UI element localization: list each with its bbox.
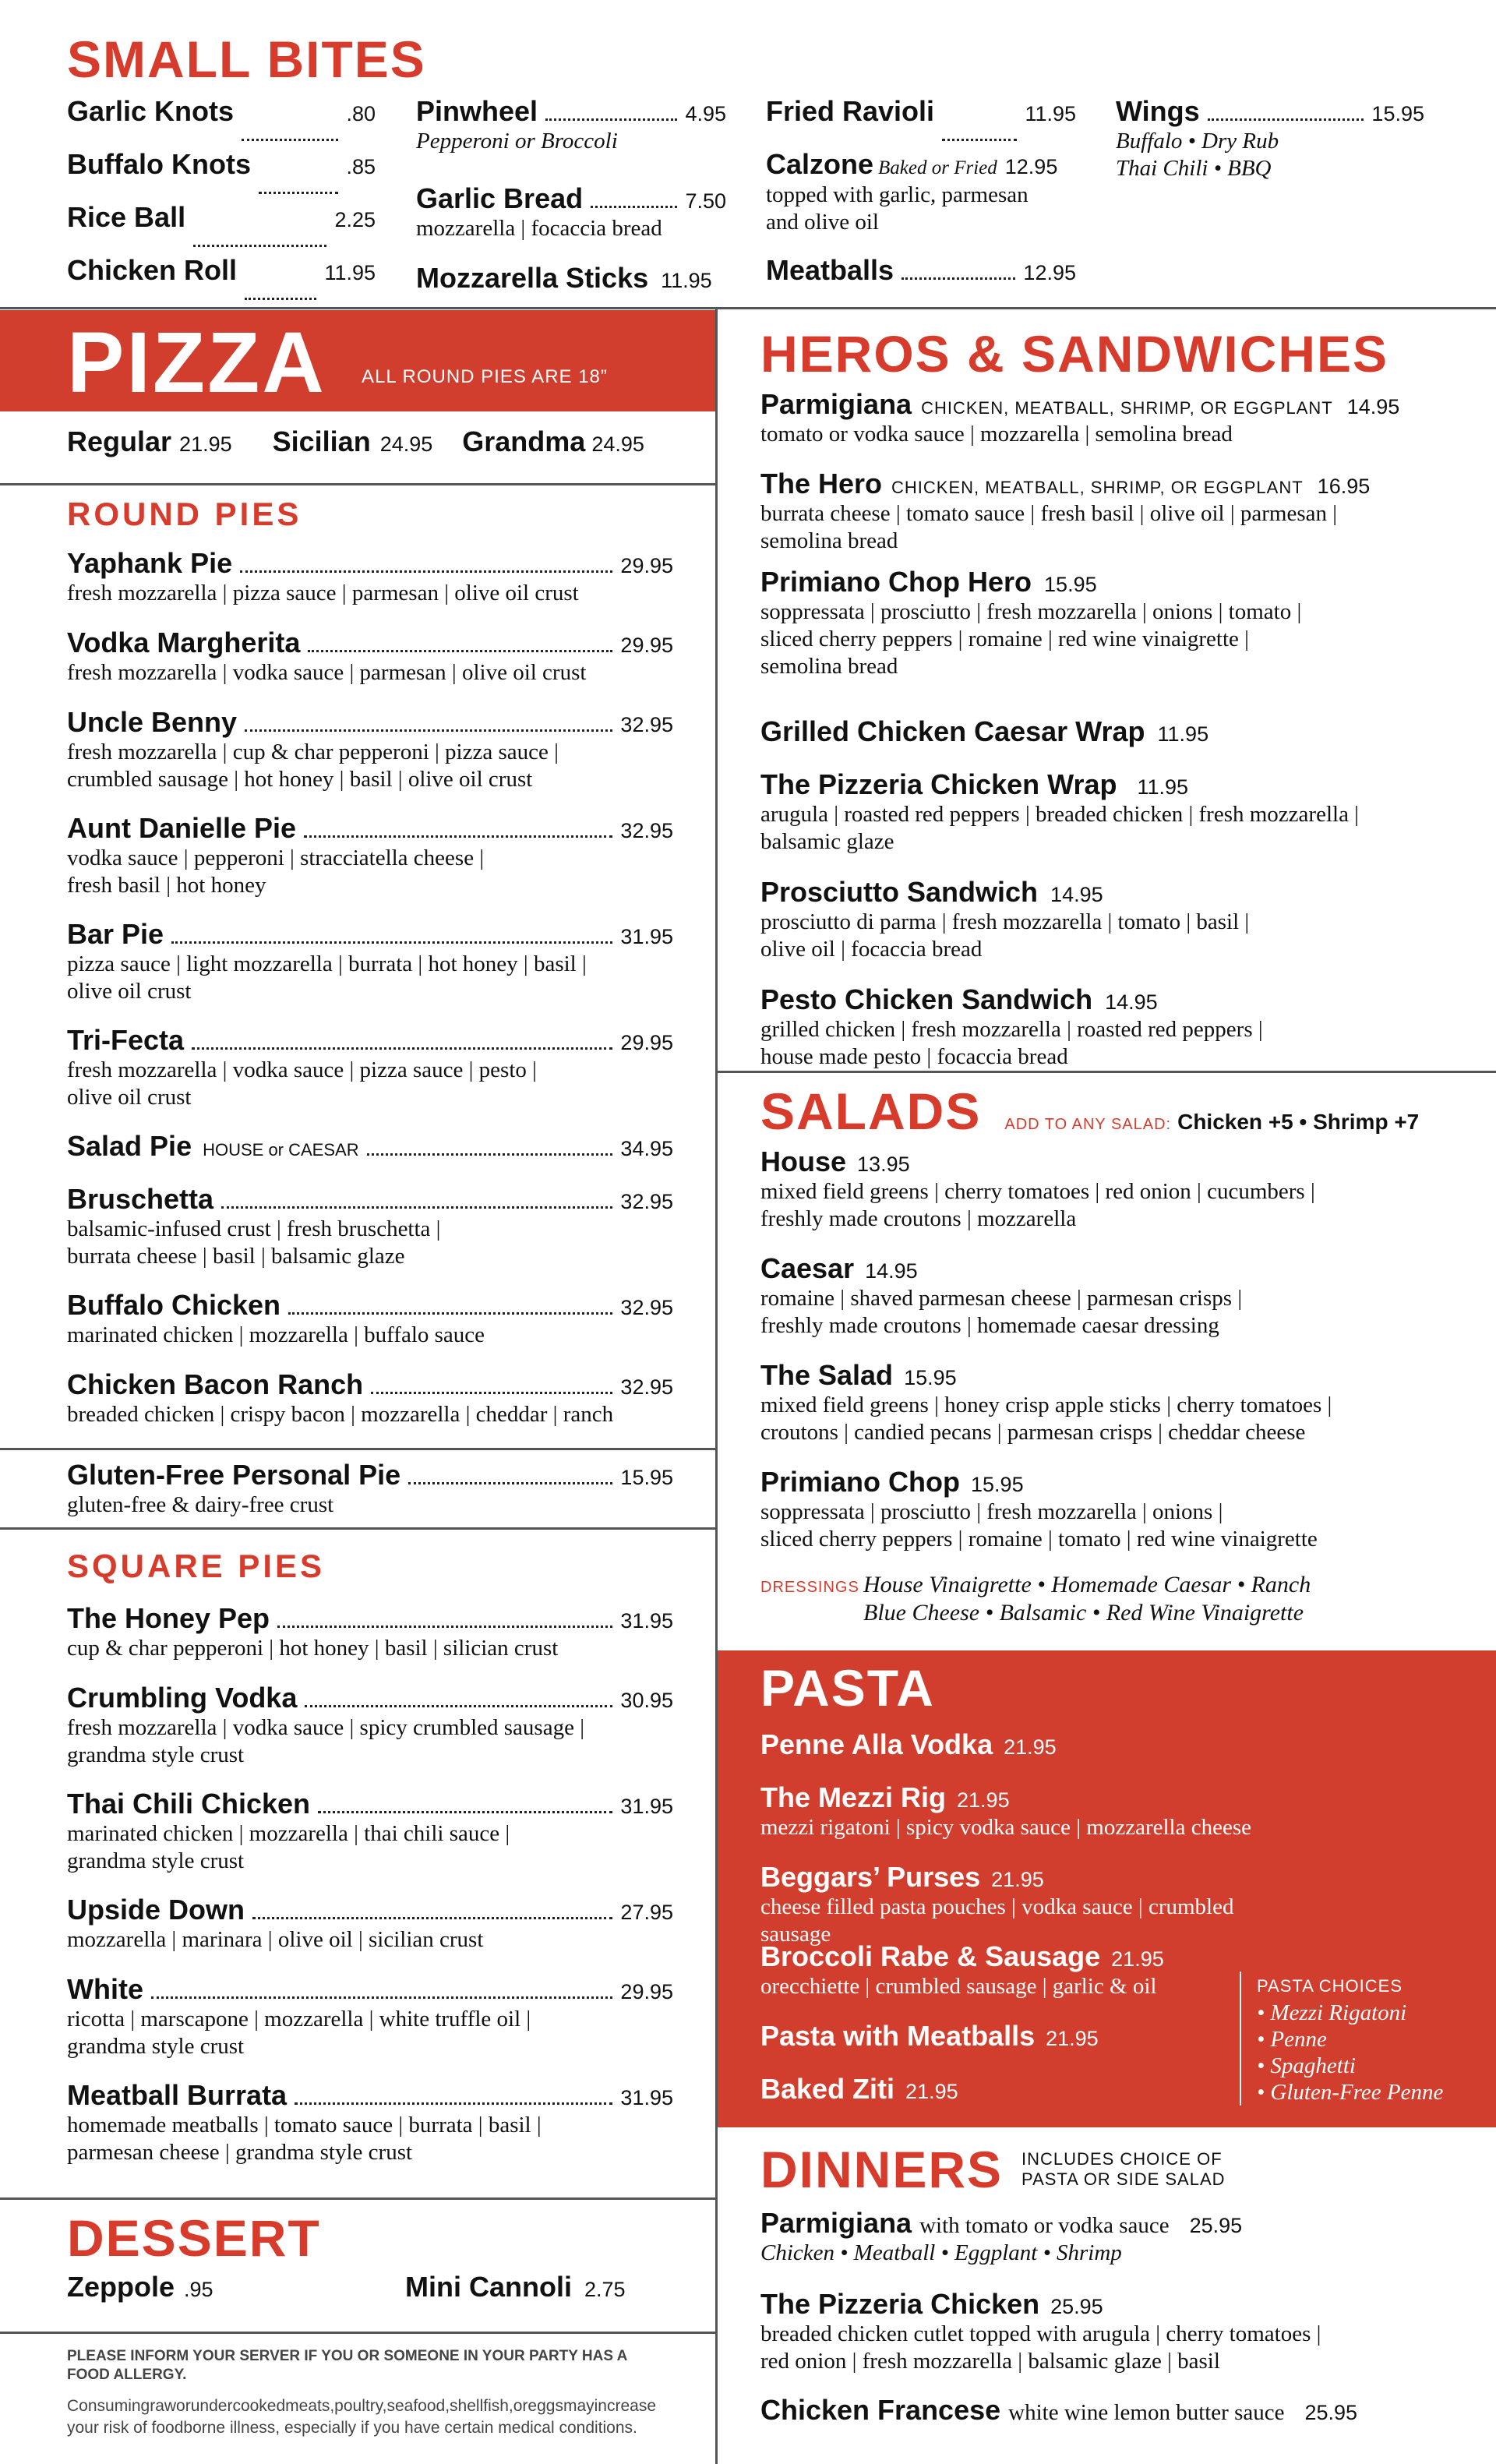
divider (0, 2332, 715, 2334)
divider (0, 2197, 715, 2200)
menu-item: Wings 15.95 (1116, 95, 1424, 127)
menu-item: House 13.95 mixed field greens | cherry tomatoes | red onion | cucumbers | freshly made croutons | mozzarella (760, 1146, 1315, 1231)
menu-item: Primiano Chop 15.95 soppressata | prosciutto | fresh mozzarella | onions | sliced cherry peppers | romaine | tomato | red wine vinaigrette (760, 1466, 1318, 1551)
pizza-style: Sicilian 24.95 (272, 425, 433, 457)
divider (0, 483, 715, 485)
pasta-choice: • Gluten-Free Penne (1257, 2080, 1444, 2105)
menu-item: Bruschetta 32.95 balsamic-infused crust | fresh bruschetta | burrata cheese | basil | balsamic glaze (67, 1183, 673, 1269)
menu-item: Meatballs 12.95 (766, 254, 1076, 286)
pasta-choices-divider (1240, 1972, 1241, 2106)
item-description: and olive oil (766, 210, 879, 235)
wings-options: Thai Chili • BBQ (1116, 156, 1272, 181)
menu-item: Penne Alla Vodka 21.95 (760, 1728, 1057, 1760)
menu-item: Parmigiana with tomato or vodka sauce 25.95 Chicken • Meatball • Eggplant • Shrimp (760, 2207, 1243, 2265)
menu-item: Pesto Chicken Sandwich 14.95 grilled chicken | fresh mozzarella | roasted red peppers | house made pesto | focaccia bread (760, 983, 1263, 1069)
divider (718, 1071, 1496, 1073)
menu-item: Upside Down 27.95 mozzarella | marinara | olive oil | sicilian crust (67, 1894, 673, 1952)
dressings-list: House Vinaigrette • Homemade Caesar • Ranch (863, 1572, 1311, 1597)
menu-item: Aunt Danielle Pie 32.95 vodka sauce | pepperoni | stracciatella cheese | fresh basil | hot honey (67, 812, 673, 898)
menu-item: Crumbling Vodka 30.95 fresh mozzarella | vodka sauce | spicy crumbled sausage | grandma style crust (67, 1682, 673, 1767)
menu-item: The Mezzi Rig 21.95 mezzi rigatoni | spicy vodka sauce | mozzarella cheese (760, 1781, 1251, 1840)
pasta-section (718, 1650, 1496, 2127)
add-to-salad-label: ADD TO ANY SALAD: (1004, 1116, 1172, 1133)
menu-item: Baked Ziti 21.95 (760, 2073, 958, 2105)
menu-item: Vodka Margherita 29.95 fresh mozzarella | vodka sauce | parmesan | olive oil crust (67, 627, 673, 685)
menu-item: Rice Ball 2.25 (67, 201, 376, 254)
menu-item: Fried Ravioli 11.95 (766, 95, 1076, 148)
pizza-style: Regular 21.95 (67, 425, 232, 457)
menu-item: Prosciutto Sandwich 14.95 prosciutto di parma | fresh mozzarella | tomato | basil | olive oil | focaccia bread (760, 876, 1250, 962)
menu-item: Meatball Burrata 31.95 homemade meatballs | tomato sauce | burrata | basil | parmesan cheese | grandma style crust (67, 2079, 673, 2165)
dinners-list (760, 2207, 1462, 2427)
dinners-header (760, 2141, 1226, 2197)
pasta-choices (1257, 1976, 1491, 2106)
pasta-title: PASTA (760, 1659, 935, 1717)
menu-item: Bar Pie 31.95 pizza sauce | light mozzarella | burrata | hot honey | basil | olive oil crust (67, 918, 673, 1004)
pasta-list (760, 1728, 1259, 2126)
dessert-title: DESSERT (67, 2209, 321, 2267)
item-description: topped with garlic, parmesan (766, 182, 1028, 207)
menu-item: Mozzarella Sticks 11.95 (416, 262, 712, 294)
dinners-title: DINNERS (760, 2141, 1004, 2198)
heros-list (760, 388, 1462, 1089)
pasta-choice: • Spaghetti (1257, 2053, 1356, 2078)
menu-item: Chicken Bacon Ranch 32.95 breaded chicken | crispy bacon | mozzarella | cheddar | ranch (67, 1368, 673, 1427)
menu-item: Caesar 14.95 romaine | shaved parmesan cheese | parmesan crisps | freshly made croutons | homemade caesar dressing (760, 1252, 1243, 1338)
menu-item: Buffalo Chicken 32.95 marinated chicken | mozzarella | buffalo sauce (67, 1289, 673, 1347)
dressings-list: Blue Cheese • Balsamic • Red Wine Vinaigrette (863, 1600, 1304, 1626)
divider (0, 307, 1496, 309)
dressings-label: DRESSINGS (760, 1579, 859, 1596)
menu-item: Garlic Knots .80 (67, 95, 376, 148)
small-bites-col2 (416, 95, 726, 295)
divider (0, 1527, 715, 1530)
menu-item: Pasta with Meatballs 21.95 (760, 2020, 1099, 2052)
menu-item: Primiano Chop Hero 15.95 soppressata | prosciutto | fresh mozzarella | onions | tomato | sliced cherry peppers | romaine | red wine vinaigrette | semolina bread (760, 566, 1302, 679)
menu-item: Tri-Fecta 29.95 fresh mozzarella | vodka sauce | pizza sauce | pesto | olive oil crust (67, 1024, 673, 1110)
menu-item: Beggars’ Purses 21.95 cheese filled pasta pouches | vodka sauce | crumbled sausage (760, 1861, 1234, 1947)
item-description: Pepperoni or Broccoli (416, 129, 618, 154)
menu-item: Calzone Baked or Fried 12.95 (766, 148, 1058, 180)
menu-item: Uncle Benny 32.95 fresh mozzarella | cup & char pepperoni | pizza sauce | crumbled sausage | hot honey | basil | olive oil crust (67, 706, 673, 792)
pizza-style: Grandma 24.95 (462, 425, 644, 457)
gluten-free-pie: Gluten-Free Personal Pie 15.95 gluten-free & dairy-free crust (67, 1459, 673, 1517)
menu-item: Zeppole .95 (67, 2271, 213, 2303)
salads-header (760, 1083, 1419, 1139)
round-pies-list (67, 547, 673, 1448)
menu-item: The Hero CHICKEN, MEATBALL, SHRIMP, OR EGGPLANT 16.95 burrata cheese | tomato sauce | fresh basil | olive oil | parmesan | semolina bread (760, 468, 1371, 553)
add-to-salad-options: Chicken +5 • Shrimp +7 (1177, 1110, 1420, 1134)
dinners-note: INCLUDES CHOICE OF PASTA OR SIDE SALAD (1021, 2149, 1226, 2189)
menu-item: Thai Chili Chicken 31.95 marinated chicken | mozzarella | thai chili sauce | grandma style crust (67, 1788, 673, 1873)
menu-item: The Honey Pep 31.95 cup & char pepperoni | hot honey | basil | silician crust (67, 1602, 673, 1661)
salads-title: SALADS (760, 1082, 982, 1140)
foodborne-warning: Consumingraworundercookedmeats,poultry,seafood,shellfish,oreggsmayincrease your risk of foodborne illness, especially if you have certain medical conditions. (67, 2397, 657, 2437)
divider (0, 1448, 715, 1450)
menu-item: The Salad 15.95 mixed field greens | honey crisp apple sticks | cherry tomatoes | croutons | candied pecans | parmesan crisps | cheddar cheese (760, 1359, 1332, 1445)
small-bites-title: SMALL BITES (67, 30, 426, 88)
pasta-choices-title: PASTA CHOICES (1257, 1976, 1403, 1996)
pizza-size-note: ALL ROUND PIES ARE 18” (362, 366, 608, 387)
pasta-choice: • Mezzi Rigatoni (1257, 2000, 1407, 2025)
small-bites-col4 (1116, 95, 1424, 182)
allergy-notice: PLEASE INFORM YOUR SERVER IF YOU OR SOMEONE IN YOUR PARTY HAS A FOOD ALLERGY. (67, 2348, 628, 2383)
menu-item: Garlic Bread 7.50 (416, 182, 726, 214)
small-bites-col3 (766, 95, 1076, 287)
column-divider (715, 307, 718, 2464)
menu-item: Grilled Chicken Caesar Wrap 11.95 (760, 715, 1209, 747)
menu-item: Buffalo Knots .85 (67, 148, 376, 201)
pizza-title: PIZZA (67, 315, 326, 411)
menu-item: Parmigiana CHICKEN, MEATBALL, SHRIMP, OR EGGPLANT 14.95 tomato or vodka sauce | mozzarella | semolina bread (760, 388, 1400, 447)
menu-item: White 29.95 ricotta | marscapone | mozzarella | white truffle oil | grandma style crust (67, 1973, 673, 2059)
salads-list (760, 1146, 1462, 1567)
square-pies-list (67, 1602, 673, 2185)
menu-item: Mini Cannoli 2.75 (405, 2271, 626, 2303)
item-description: mozzarella | focaccia bread (416, 216, 662, 241)
menu-item: Broccoli Rabe & Sausage 21.95 orecchiette | crumbled sausage | garlic & oil (760, 1940, 1164, 1999)
pizza-styles (67, 425, 690, 458)
menu-item: The Pizzeria Chicken 25.95 breaded chicken cutlet topped with arugula | cherry tomatoes | red onion | fresh mozzarella | balsamic glaze | basil (760, 2288, 1321, 2374)
pizza-banner (0, 310, 715, 411)
menu-item: Pinwheel 4.95 (416, 95, 726, 127)
round-pies-title: ROUND PIES (67, 496, 302, 532)
menu-item: The Pizzeria Chicken Wrap 11.95 arugula | roasted red peppers | breaded chicken | fresh mozzarella | balsamic glaze (760, 768, 1359, 854)
wings-options: Buffalo • Dry Rub (1116, 129, 1279, 154)
menu-item: Chicken Roll 11.95 (67, 254, 376, 307)
pasta-choice: • Penne (1257, 2027, 1327, 2052)
small-bites-col1 (67, 95, 376, 307)
menu-item: Chicken Francese white wine lemon butter sauce 25.95 (760, 2394, 1358, 2426)
heros-title: HEROS & SANDWICHES (760, 325, 1389, 383)
square-pies-title: SQUARE PIES (67, 1548, 326, 1584)
menu-item: Yaphank Pie 29.95 fresh mozzarella | pizza sauce | parmesan | olive oil crust (67, 547, 673, 605)
menu-item: Salad Pie HOUSE or CAESAR 34.95 (67, 1130, 673, 1162)
